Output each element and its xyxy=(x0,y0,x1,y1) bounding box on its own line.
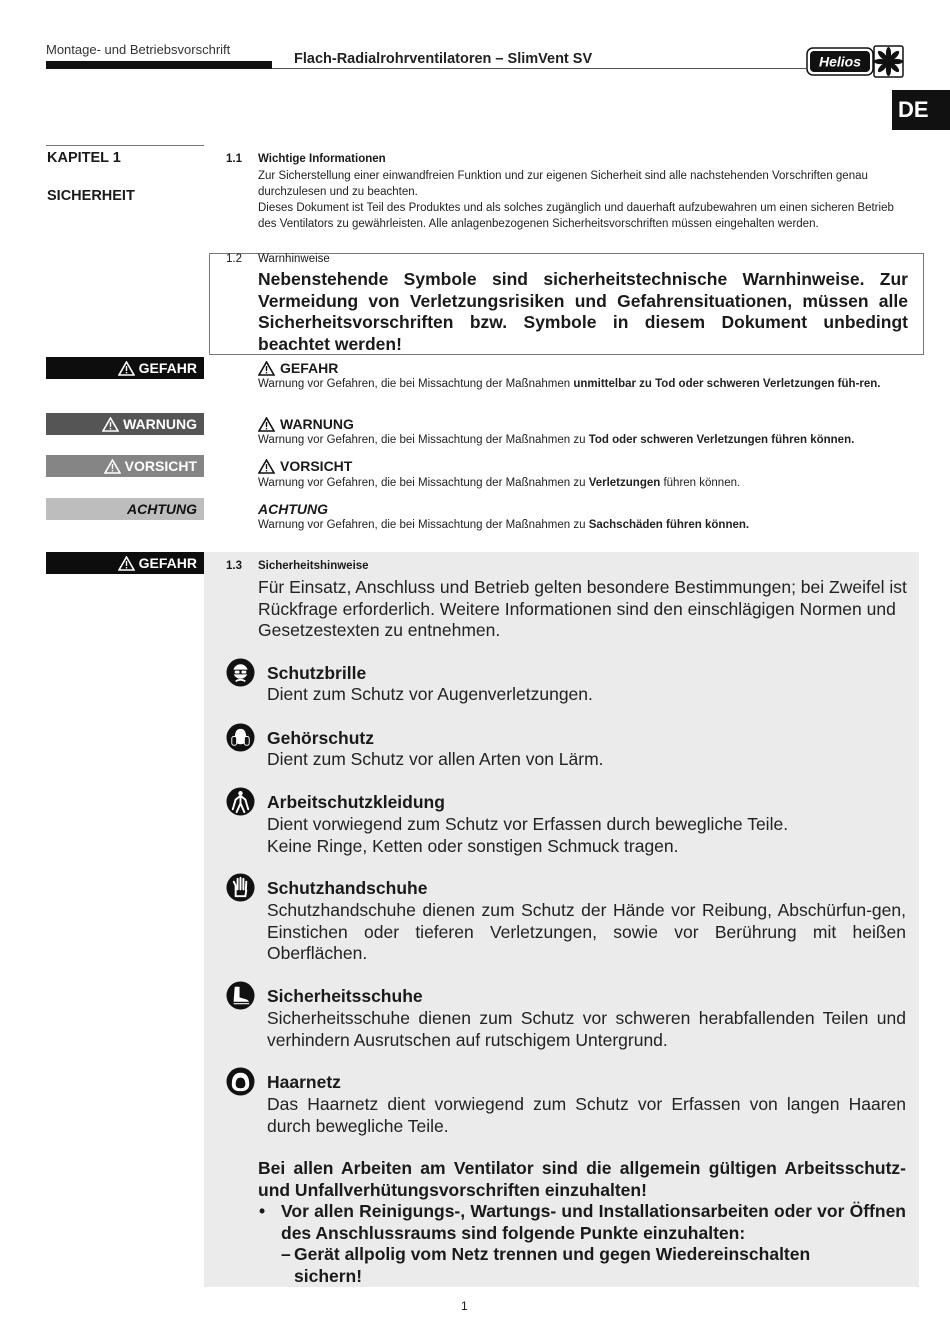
ppe-desc: Sicherheitsschuhe dienen zum Schutz vor schweren herabfallenden Teilen und verhindern Ausrutschen auf rutschigem Untergrund. xyxy=(267,1008,906,1050)
tag-vorsicht xyxy=(46,455,204,477)
tag-label: GEFAHR xyxy=(138,360,197,376)
page-number: 1 xyxy=(461,1299,468,1313)
level-desc-gefahr xyxy=(258,376,908,392)
section-number: 1.3 xyxy=(226,560,242,572)
paragraph: Dieses Dokument ist Teil des Produktes und als solches zugänglich und dauerhaft aufzubewahren um einen sicheren Betrieb des Ventilators zu gewährleisten. Alle anlagenbezogenen Sicherheitsvorschriften müssen eingehalten werden. xyxy=(258,202,894,230)
ppe-desc-line: Dient vorwiegend zum Schutz vor Erfassen durch bewegliche Teile. xyxy=(267,814,789,834)
level-title-gefahr xyxy=(258,360,338,376)
warning-triangle-icon xyxy=(258,459,275,474)
level-desc-achtung xyxy=(258,517,908,533)
section-number: 1.1 xyxy=(226,153,242,165)
gloves-icon xyxy=(226,873,255,902)
chapter-title: SICHERHEIT xyxy=(47,188,135,204)
desc-text: Warnung vor Gefahren, die bei Missachtung der Maßnahmen xyxy=(258,378,574,390)
document-title: Flach-Radialrohrventilatoren – SlimVent SV xyxy=(294,51,593,67)
safety-shoes-icon xyxy=(226,981,255,1010)
level-desc-warnung xyxy=(258,432,908,448)
hairnet-icon xyxy=(226,1067,255,1096)
level-title-vorsicht xyxy=(258,458,352,474)
closing-statement: Bei allen Arbeiten am Ventilator sind die allgemein gültigen Arbeitsschutz- und Unfallverhütungsvorschriften einzuhalten! xyxy=(258,1158,906,1200)
ppe-title: Haarnetz xyxy=(267,1072,341,1092)
level-title-warnung xyxy=(258,416,354,432)
tag-label: VORSICHT xyxy=(124,458,197,474)
tag-label: GEFAHR xyxy=(138,555,197,571)
bullet-item: Vor allen Reinigungs-, Wartungs- und Installationsarbeiten oder vor Öffnen des Anschlussraums sind folgende Punkte einzuhalten: xyxy=(281,1201,906,1243)
level-desc-vorsicht xyxy=(258,475,908,491)
tag-warnung xyxy=(46,413,204,435)
desc-text: Warnung vor Gefahren, die bei Missachtung der Maßnahmen zu xyxy=(258,477,589,489)
desc-emphasis: Verletzungen xyxy=(588,477,661,489)
warning-triangle-icon xyxy=(102,417,119,432)
language-tab: DE xyxy=(892,90,950,130)
desc-text: Warnung vor Gefahren, die bei Missachtung der Maßnahmen zu xyxy=(258,519,589,531)
ppe-desc: Das Haarnetz dient vorwiegend zum Schutz vor Erfassen von langen Haaren durch bewegliche Teile. xyxy=(267,1094,906,1136)
ppe-title: Sicherheitsschuhe xyxy=(267,986,423,1006)
header-bar xyxy=(46,61,272,69)
document-type: Montage- und Betriebsvorschrift xyxy=(46,42,231,57)
desc-emphasis: unmittelbar zu Tod oder schweren Verletzungen füh-ren. xyxy=(573,378,881,390)
desc-text: führen können. xyxy=(660,477,741,489)
goggles-icon xyxy=(226,658,255,687)
protective-clothing-icon xyxy=(226,787,255,816)
chapter-rule xyxy=(46,145,204,146)
tag-gefahr xyxy=(46,357,204,379)
warning-triangle-icon xyxy=(118,361,135,376)
ppe-title: Schutzhandschuhe xyxy=(267,878,428,898)
section-heading: Sicherheitshinweise xyxy=(258,560,369,572)
ppe-desc: Dient zum Schutz vor allen Arten von Lärm. xyxy=(267,749,604,769)
warning-triangle-icon xyxy=(258,417,275,432)
desc-emphasis: Tod oder schweren Verletzungen führen können. xyxy=(588,434,855,446)
level-title-text: GEFAHR xyxy=(280,360,339,376)
header-rule xyxy=(272,68,806,69)
warning-triangle-icon xyxy=(258,361,275,376)
warning-statement: Nebenstehende Symbole sind sicherheitstechnische Warnhinweise. Zur Vermeidung von Verletzungsrisiken und Gefahrensituationen, müssen alle Sicherheitsvorschriften bzw. Symbole in diesem Dokument unbedingt beachtet werden! xyxy=(258,269,908,354)
tag-label: WARNUNG xyxy=(123,416,197,432)
bullet-mark: • xyxy=(259,1201,266,1221)
svg-text:Helios: Helios xyxy=(818,53,862,70)
tag-achtung xyxy=(46,498,204,520)
chapter-label: KAPITEL 1 xyxy=(47,150,121,166)
helios-logo xyxy=(806,45,904,78)
ppe-desc xyxy=(267,814,906,857)
ppe-desc: Schutzhandschuhe dienen zum Schutz der Hände vor Reibung, Abschürfun-gen, Einstichen oder tieferen Verletzungen, sowie vor Berührung mit heißen Oberflächen. xyxy=(267,900,906,963)
section-text xyxy=(258,168,908,232)
level-title-text: VORSICHT xyxy=(280,458,353,474)
dash-mark: – xyxy=(281,1244,291,1264)
ppe-title: Arbeitschutzkleidung xyxy=(267,792,445,812)
warning-triangle-icon xyxy=(118,556,135,571)
section-heading: Wichtige Informationen xyxy=(258,153,386,165)
ppe-title: Schutzbrille xyxy=(267,663,367,683)
level-title-text: ACHTUNG xyxy=(258,501,328,517)
section-heading: Warnhinweise xyxy=(258,253,330,265)
desc-text: Warnung vor Gefahren, die bei Missachtung der Maßnahmen zu xyxy=(258,434,589,446)
level-title-text: WARNUNG xyxy=(280,416,354,432)
warning-triangle-icon xyxy=(104,459,121,474)
tag-label: ACHTUNG xyxy=(127,501,197,517)
section-number: 1.2 xyxy=(226,253,242,265)
section-intro: Für Einsatz, Anschluss und Betrieb gelten besondere Bestimmungen; bei Zweifel ist Rückfrage erforderlich. Weitere Informationen sind den einschlägigen Normen und Gesetzestexten zu entnehmen. xyxy=(258,577,907,640)
ppe-desc-line: Keine Ringe, Ketten oder sonstigen Schmuck tragen. xyxy=(267,835,679,856)
ear-protection-icon xyxy=(226,723,255,752)
tag-gefahr-section xyxy=(46,552,204,574)
sub-bullet-item: Gerät allpolig vom Netz trennen und gegen Wiedereinschalten sichern! xyxy=(294,1244,811,1286)
ppe-title: Gehörschutz xyxy=(267,728,374,748)
desc-emphasis: Sachschäden führen können. xyxy=(588,519,750,531)
ppe-desc: Dient zum Schutz vor Augenverletzungen. xyxy=(267,684,593,704)
level-title-achtung xyxy=(258,501,328,517)
paragraph: Zur Sicherstellung einer einwandfreien Funktion und zur eigenen Sicherheit sind alle nachstehenden Vorschriften genau durchzulesen und zu beachten. xyxy=(258,170,868,198)
